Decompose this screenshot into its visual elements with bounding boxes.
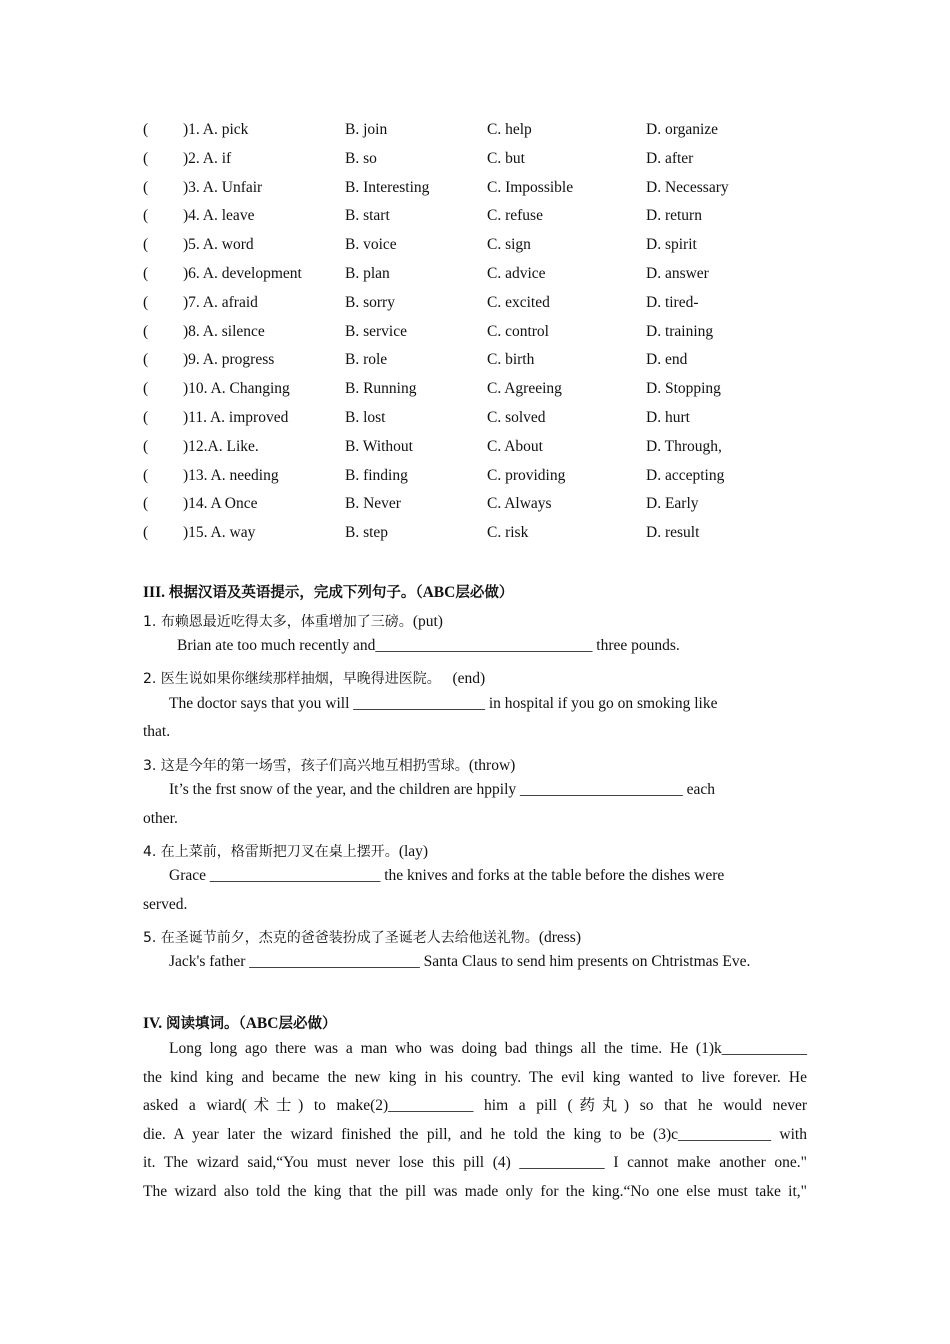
section-3-title-zh: 根据汉语及英语提示，完成下列句子。（ bbox=[168, 585, 423, 601]
passage-line: the kind king and became the new king in his country. The evil king wanted to live forever. He bbox=[143, 1068, 807, 1086]
option-d: D. return bbox=[646, 207, 702, 225]
section-4-number: IV. bbox=[143, 1015, 163, 1032]
option-paren: ( bbox=[143, 207, 149, 225]
option-b: B. voice bbox=[345, 236, 397, 254]
option-paren: ( bbox=[143, 178, 149, 196]
option-paren: ( bbox=[143, 351, 149, 369]
q4-sentence-cont: served. bbox=[143, 896, 188, 913]
option-row bbox=[143, 462, 823, 491]
option-row bbox=[143, 145, 823, 174]
q4-hint: (lay) bbox=[398, 843, 429, 860]
options-table bbox=[143, 116, 823, 548]
option-b: B. plan bbox=[345, 264, 390, 282]
option-paren: ( bbox=[143, 264, 149, 282]
passage-line: die. A year later the wizard finished the pill, and he told the king to be (3)c____________ with bbox=[143, 1125, 807, 1143]
option-b: B. service bbox=[345, 322, 407, 340]
q4-prompt bbox=[143, 841, 428, 861]
option-c: C. birth bbox=[487, 351, 535, 369]
option-paren: ( bbox=[143, 466, 149, 484]
option-b: B. Never bbox=[345, 495, 401, 513]
option-d: D. organize bbox=[646, 121, 719, 138]
option-d: D. result bbox=[646, 524, 700, 542]
option-paren: ( bbox=[143, 495, 149, 513]
option-c: C. advice bbox=[487, 264, 546, 282]
passage-line: asked a wiard(术士) to make(2)___________ him a pill (药丸) so that he would never bbox=[143, 1097, 807, 1114]
q1-hint: (put) bbox=[412, 613, 443, 630]
q5-sentence: Jack's father ______________________ Santa Claus to send him presents on Chtristmas Eve. bbox=[169, 953, 751, 970]
option-c: C. Impossible bbox=[487, 178, 574, 196]
option-d: D. end bbox=[646, 351, 688, 369]
option-b: B. Without bbox=[345, 437, 413, 455]
option-paren: ( bbox=[143, 408, 149, 426]
option-paren: ( bbox=[143, 293, 149, 311]
option-paren: ( bbox=[143, 236, 149, 254]
option-b: B. Interesting bbox=[345, 178, 430, 196]
option-b: B. role bbox=[345, 351, 388, 369]
q3-sentence-cont: other. bbox=[143, 810, 178, 827]
option-a: )15. A. way bbox=[183, 524, 256, 542]
section-3-title-abc: ABC bbox=[422, 584, 456, 601]
option-a: )4. A. leave bbox=[183, 207, 255, 225]
section-4-title bbox=[143, 1012, 336, 1033]
q2-hint: (end) bbox=[452, 670, 486, 687]
option-a: )11. A. improved bbox=[183, 408, 289, 426]
option-paren: ( bbox=[143, 380, 149, 398]
option-c: C. Always bbox=[487, 495, 552, 513]
q5-chinese: 5. 在圣诞节前夕，杰克的爸爸装扮成了圣诞老人去给他送礼物。 bbox=[143, 930, 539, 946]
option-b: B. Running bbox=[345, 380, 417, 398]
q4-sentence: Grace ______________________ the knives and forks at the table before the dishes were bbox=[169, 867, 725, 884]
option-a: )10. A. Changing bbox=[183, 380, 290, 398]
option-d: D. Through, bbox=[646, 437, 722, 455]
option-c: C. risk bbox=[487, 524, 529, 542]
option-row bbox=[143, 202, 823, 231]
option-row bbox=[143, 346, 823, 375]
option-b: B. so bbox=[345, 149, 377, 167]
option-row bbox=[143, 116, 823, 145]
q2-chinese: 2. 医生说如果你继续那样抽烟，早晚得进医院。 bbox=[143, 671, 441, 687]
option-c: C. sign bbox=[487, 236, 531, 254]
option-a: )14. A Once bbox=[183, 495, 258, 513]
option-a: )7. A. afraid bbox=[183, 293, 258, 311]
q1-sentence: Brian ate too much recently and____________________________ three pounds. bbox=[177, 637, 680, 654]
q3-hint: (throw) bbox=[468, 757, 516, 774]
q5-hint: (dress) bbox=[538, 929, 581, 946]
option-d: D. spirit bbox=[646, 236, 697, 254]
passage-line: it. The wizard said,“You must never lose this pill (4) ___________ I cannot make another one." bbox=[143, 1154, 807, 1171]
reading-passage bbox=[143, 1035, 807, 1206]
passage-line: Long long ago there was a man who was doing bad things all the time. He (1)k___________ bbox=[169, 1040, 807, 1057]
option-c: C. refuse bbox=[487, 207, 543, 225]
q2-prompt bbox=[143, 668, 485, 688]
option-a: )1. A. pick bbox=[183, 121, 249, 138]
option-paren: ( bbox=[143, 437, 149, 455]
q2-sentence-cont: that. bbox=[143, 723, 171, 740]
option-d: D. hurt bbox=[646, 408, 690, 426]
section-3-number: III. bbox=[143, 584, 165, 601]
option-d: D. tired- bbox=[646, 293, 699, 311]
option-b: B. sorry bbox=[345, 293, 395, 311]
option-a: )13. A. needing bbox=[183, 466, 279, 484]
option-a: )3. A. Unfair bbox=[183, 178, 263, 196]
option-row bbox=[143, 519, 823, 548]
q1-prompt bbox=[143, 611, 443, 631]
option-a: )8. A. silence bbox=[183, 322, 265, 340]
option-d: D. training bbox=[646, 322, 714, 340]
option-b: B. finding bbox=[345, 466, 408, 484]
option-c: C. providing bbox=[487, 466, 566, 484]
option-paren: ( bbox=[143, 149, 149, 167]
section-3-title-tail: 层必做） bbox=[455, 585, 514, 601]
option-paren: ( bbox=[143, 322, 149, 340]
q3-prompt bbox=[143, 755, 515, 775]
option-c: C. About bbox=[487, 437, 543, 455]
option-a: )6. A. development bbox=[183, 264, 302, 282]
q3-chinese: 3. 这是今年的第一场雪，孩子们高兴地互相扔雪球。 bbox=[143, 758, 469, 774]
option-a: )2. A. if bbox=[183, 149, 232, 167]
option-row bbox=[143, 260, 823, 289]
option-paren: ( bbox=[143, 121, 149, 138]
option-row bbox=[143, 318, 823, 347]
option-b: B. lost bbox=[345, 408, 386, 426]
option-d: D. answer bbox=[646, 264, 709, 282]
option-row bbox=[143, 490, 823, 519]
option-c: C. but bbox=[487, 149, 525, 167]
option-paren: ( bbox=[143, 524, 149, 542]
section-4-title-abc: ABC bbox=[245, 1015, 279, 1032]
option-c: C. excited bbox=[487, 293, 550, 311]
option-row bbox=[143, 174, 823, 203]
q3-sentence: It’s the frst snow of the year, and the children are hppily _____________________ each bbox=[169, 781, 716, 798]
option-row bbox=[143, 231, 823, 260]
option-a: )9. A. progress bbox=[183, 351, 275, 369]
option-c: C. control bbox=[487, 322, 549, 340]
option-d: D. Early bbox=[646, 495, 699, 513]
q1-chinese: 1. 布赖恩最近吃得太多，体重增加了三磅。 bbox=[143, 614, 413, 630]
option-c: C. Agreeing bbox=[487, 380, 562, 398]
option-d: D. Stopping bbox=[646, 380, 721, 398]
option-row bbox=[143, 433, 823, 462]
option-row bbox=[143, 404, 823, 433]
option-row bbox=[143, 289, 823, 318]
option-a: )5. A. word bbox=[183, 236, 254, 254]
option-d: D. Necessary bbox=[646, 178, 729, 196]
option-d: D. after bbox=[646, 149, 694, 167]
option-c: C. help bbox=[487, 121, 532, 138]
q2-sentence: The doctor says that you will _________________ in hospital if you go on smoking like bbox=[169, 695, 718, 712]
q4-chinese: 4. 在上菜前，格雷斯把刀叉在桌上摆开。 bbox=[143, 844, 399, 860]
option-a: )12.A. Like. bbox=[183, 437, 259, 455]
option-b: B. start bbox=[345, 207, 390, 225]
q5-prompt bbox=[143, 927, 581, 947]
option-row bbox=[143, 375, 823, 404]
option-c: C. solved bbox=[487, 408, 546, 426]
option-b: B. join bbox=[345, 121, 388, 138]
passage-line: The wizard also told the king that the pill was made only for the king.“No one else must take it," bbox=[143, 1182, 807, 1200]
section-4-title-tail: 层必做） bbox=[278, 1016, 337, 1032]
option-b: B. step bbox=[345, 524, 389, 542]
option-d: D. accepting bbox=[646, 466, 725, 484]
section-3-title bbox=[143, 581, 513, 602]
section-4-title-zh: 阅读填词。（ bbox=[165, 1016, 246, 1032]
